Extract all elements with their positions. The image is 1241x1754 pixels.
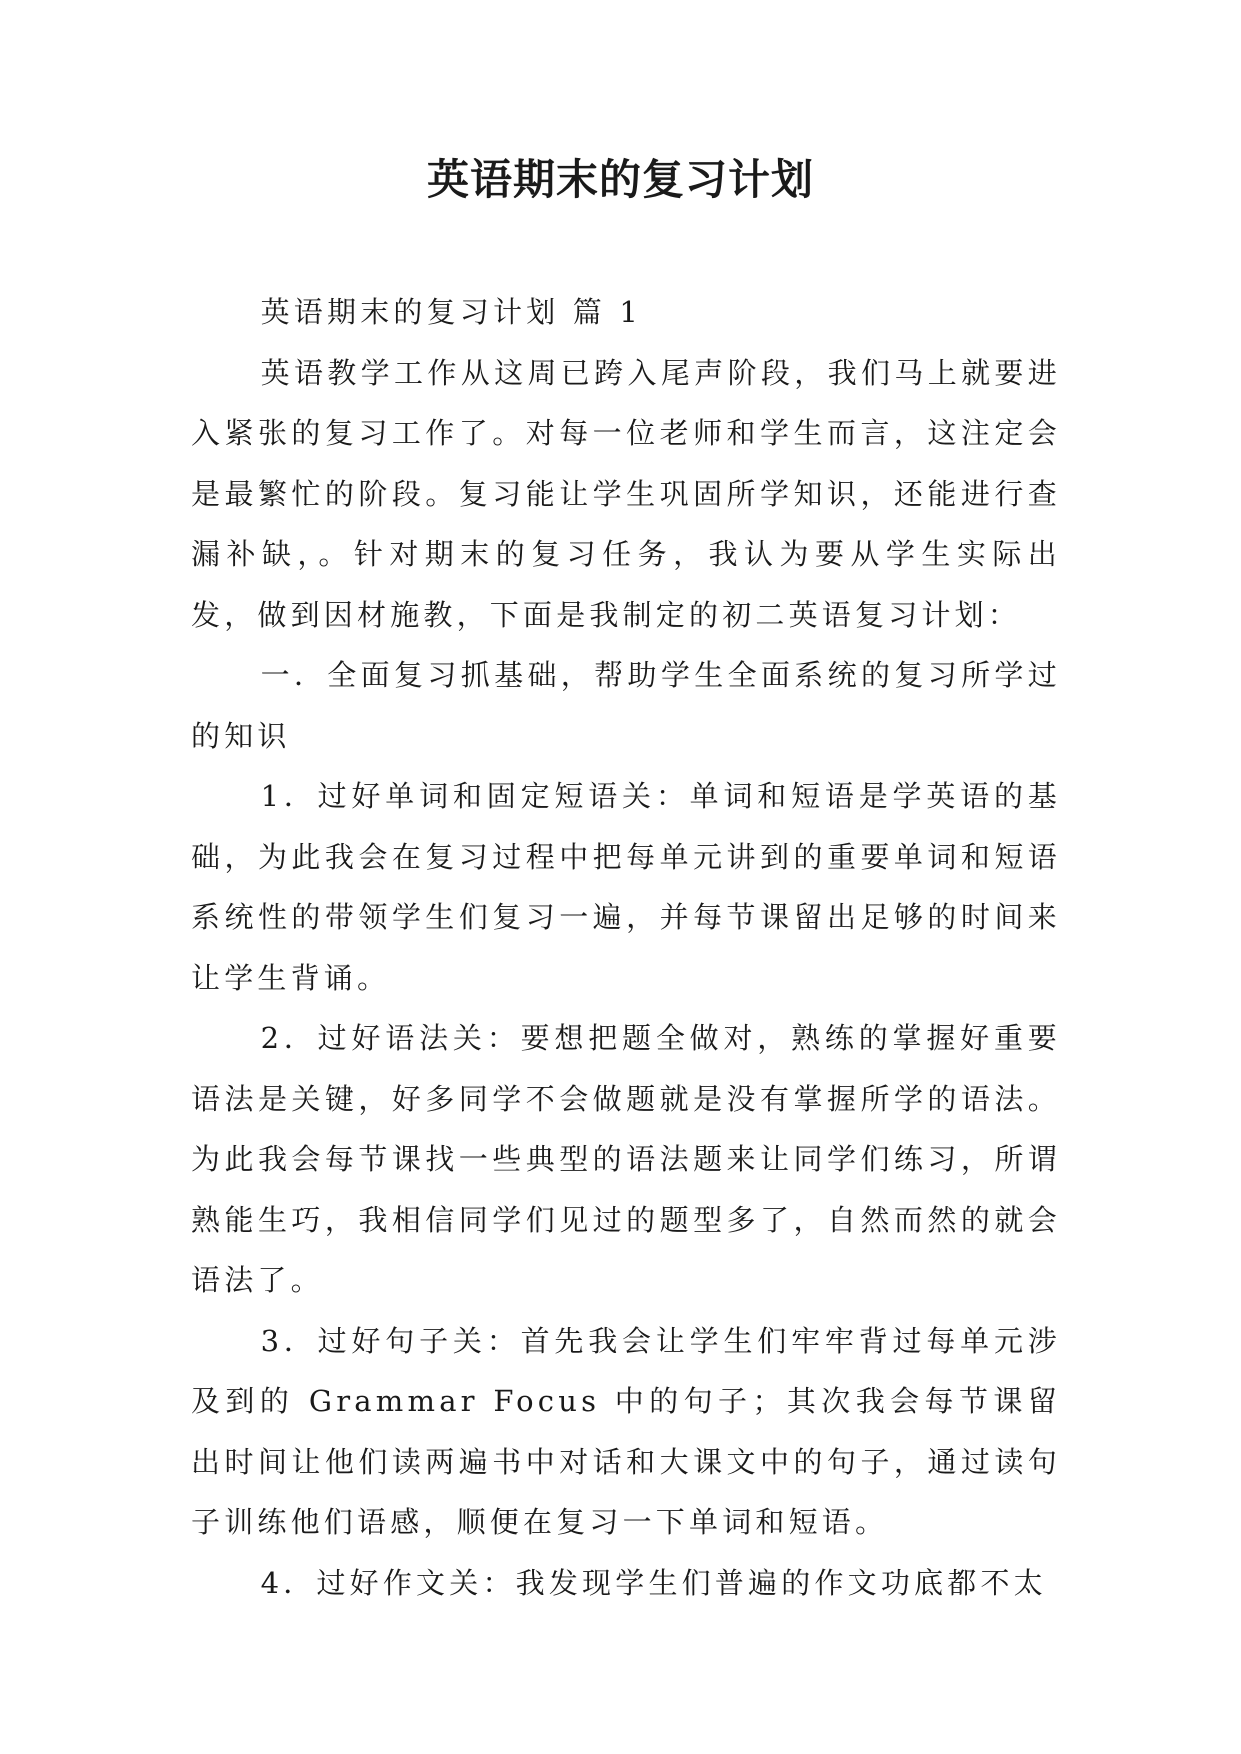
item-1-paragraph: 1．过好单词和固定短语关：单词和短语是学英语的基础，为此我会在复习过程中把每单元讲到的重要单词和短语系统性的带领学生们复习一遍，并每节课留出足够的时间来让学生背诵。 xyxy=(191,779,1061,995)
document-title: 英语期末的复习计划 xyxy=(426,155,814,204)
document-body xyxy=(191,282,1061,1613)
item-2-paragraph: 2．过好语法关：要想把题全做对，熟练的掌握好重要语法是关键，好多同学不会做题就是没有掌握所学的语法。为此我会每节课找一些典型的语法题来让同学们练习，所谓熟能生巧，我相信同学们见过的题型多了，自然而然的就会语法了。 xyxy=(191,1021,1061,1297)
section-heading: 英语期末的复习计划 篇 1 xyxy=(260,295,643,329)
item-4-paragraph: 4．过好作文关：我发现学生们普遍的作文功底都不太 xyxy=(260,1565,1047,1600)
item-3-paragraph: 3．过好句子关：首先我会让学生们牢牢背过每单元涉及到的 Grammar Focus 中的句子；其次我会每节课留出时间让他们读两遍书中对话和大课文中的句子，通过读句子训练他们语感，顺便在复习一下单词和短语。 xyxy=(191,1323,1061,1539)
point-one-paragraph: 一．全面复习抓基础，帮助学生全面系统的复习所学过的知识 xyxy=(191,658,1061,753)
intro-paragraph: 英语教学工作从这周已跨入尾声阶段，我们马上就要进入紧张的复习工作了。对每一位老师和学生而言，这注定会是最繁忙的阶段。复习能让学生巩固所学知识，还能进行查漏补缺，。针对期末的复习任务，我认为要从学生实际出发，做到因材施教，下面是我制定的初二英语复习计划： xyxy=(191,355,1061,632)
